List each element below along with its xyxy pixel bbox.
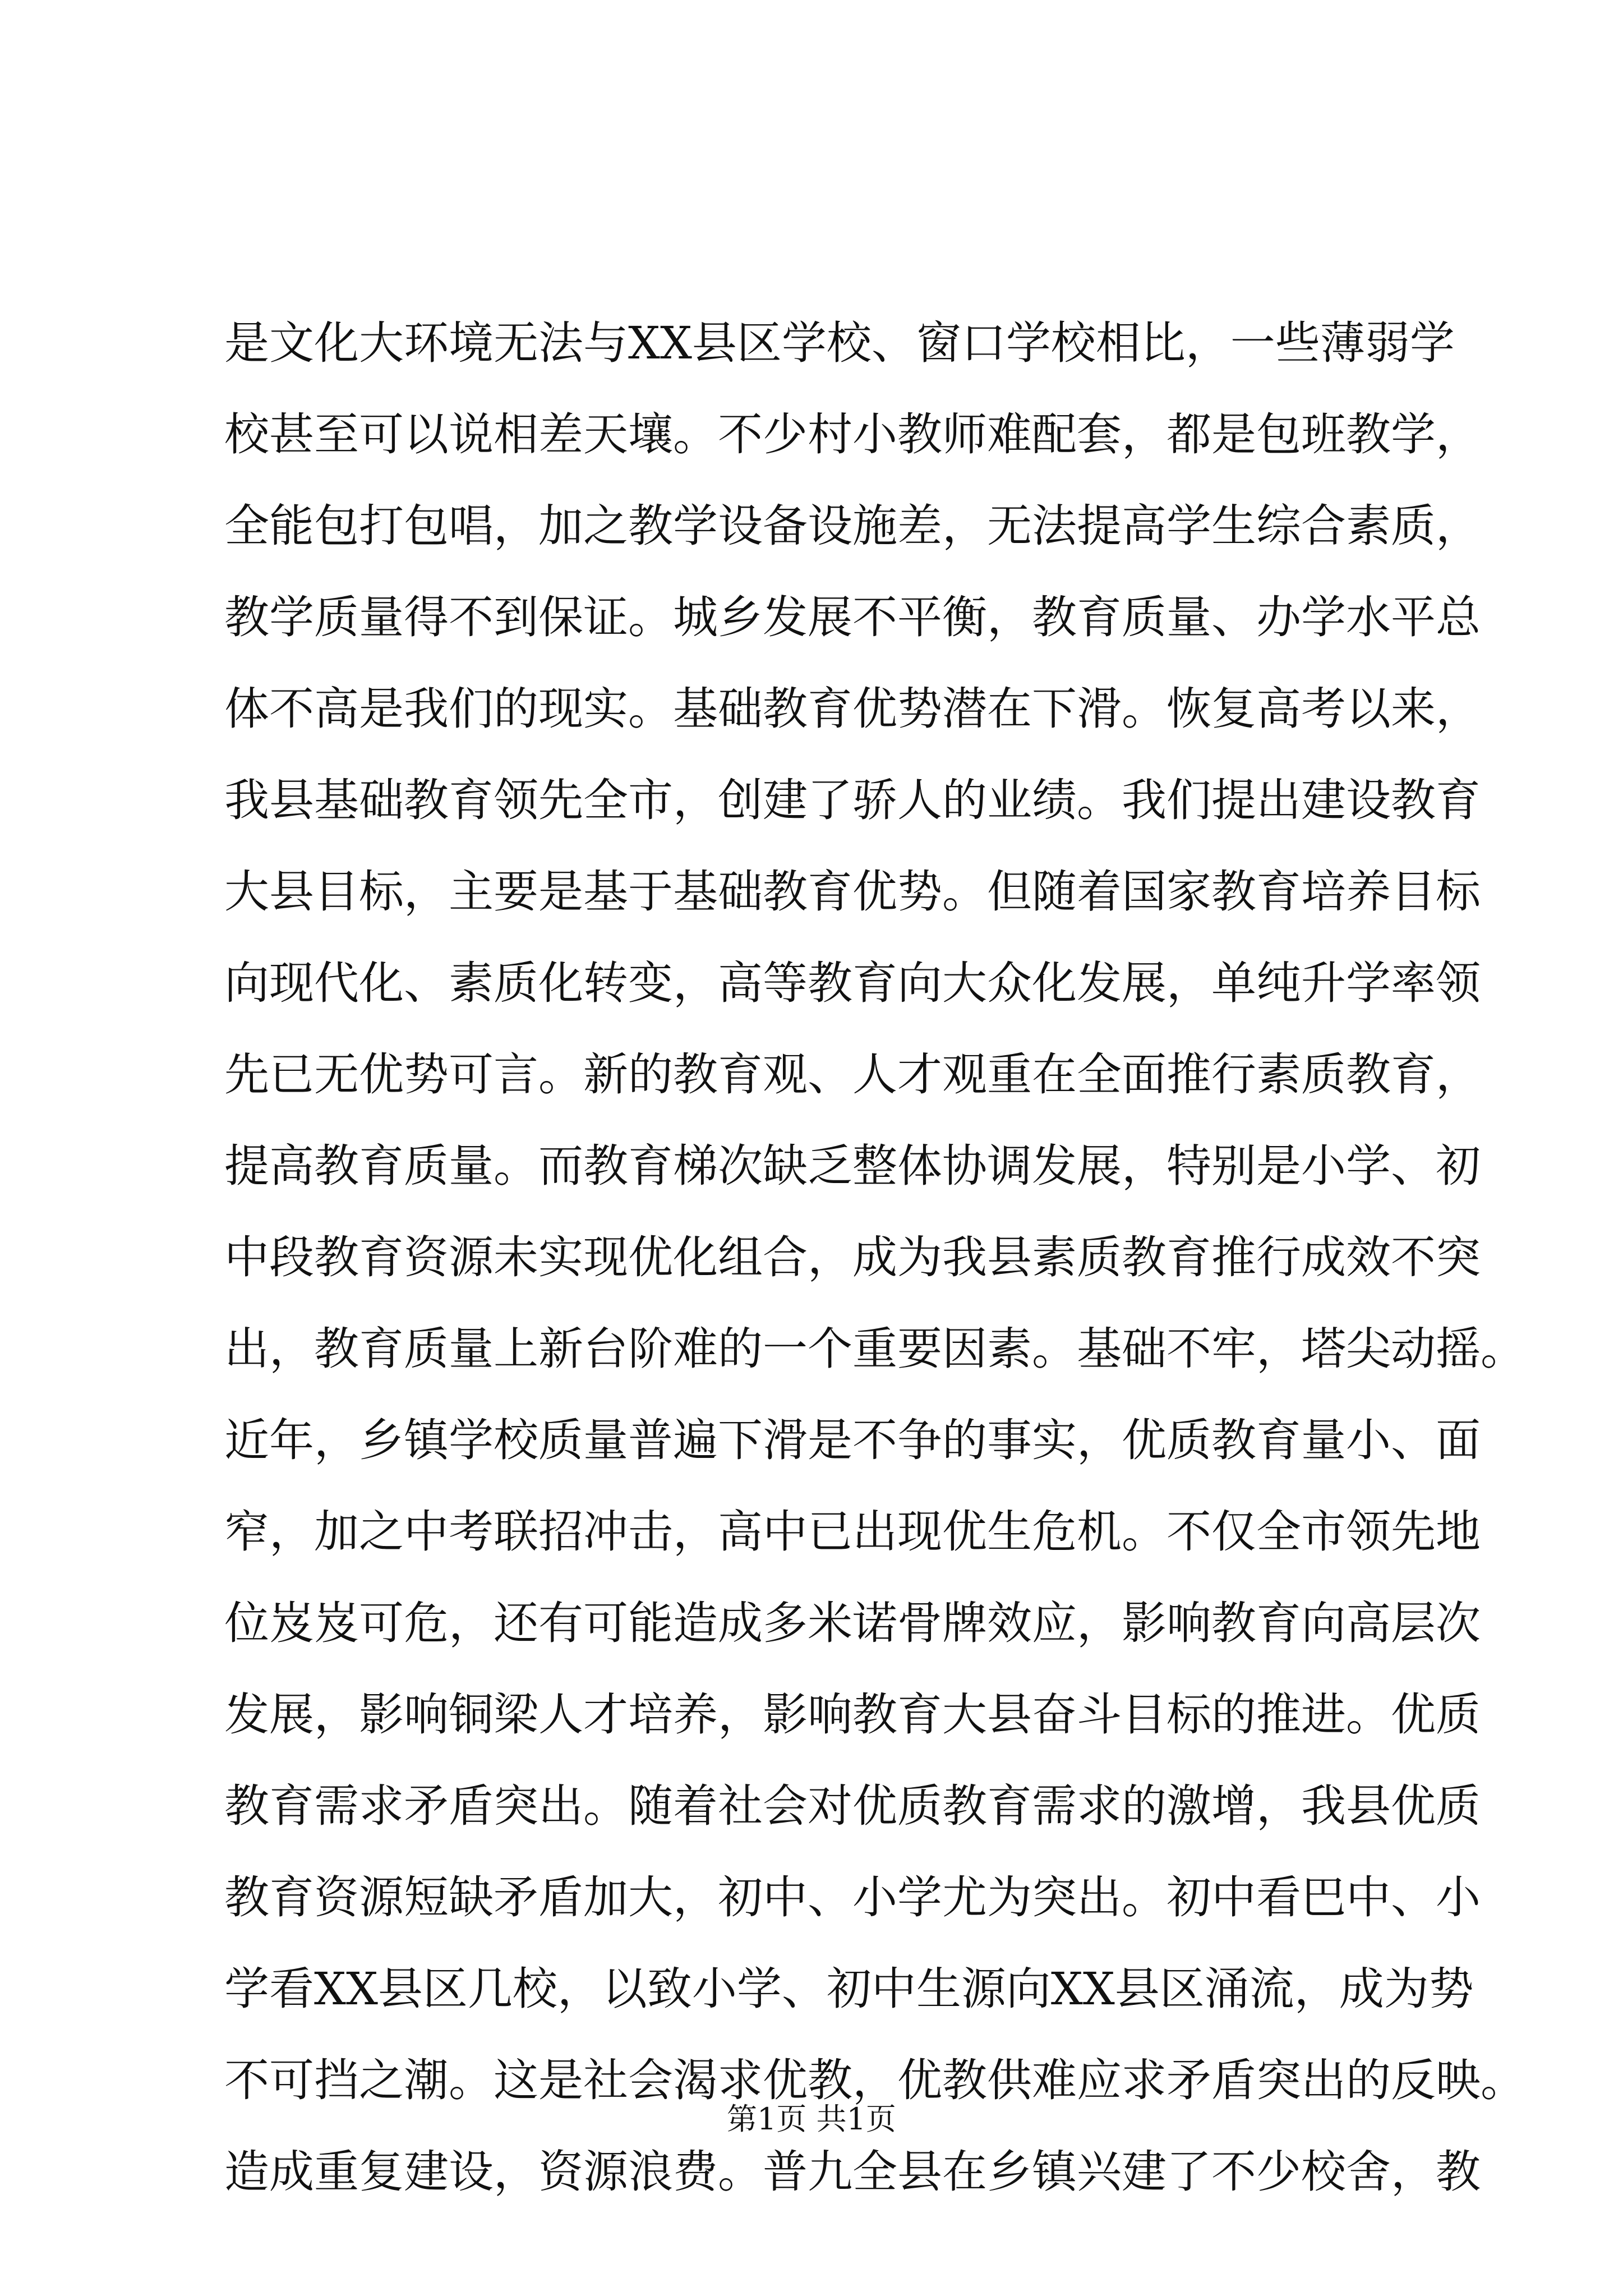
text-line: 体不高是我们的现实。基础教育优势潜在下滑。恢复高考以来， — [224, 683, 1481, 735]
text-line: 学看XX县区几校，以致小学、初中生源向XX县区涌流，成为势 — [224, 1963, 1474, 2015]
text-line: 向现代化、素质化转变，高等教育向大众化发展，单纯升学率领 — [224, 957, 1481, 1009]
text-line: 全能包打包唱，加之教学设备设施差，无法提高学生综合素质， — [224, 500, 1481, 552]
text-line: 提高教育质量。而教育梯次缺乏整体协调发展，特别是小学、初 — [224, 1140, 1481, 1192]
text-line: 我县基础教育领先全市，创建了骄人的业绩。我们提出建设教育 — [224, 774, 1481, 826]
text-line: 教育需求矛盾突出。随着社会对优质教育需求的激增，我县优质 — [224, 1780, 1481, 1832]
text-line: 出，教育质量上新台阶难的一个重要因素。基础不牢，塔尖动摇。 — [224, 1323, 1525, 1375]
text-line: 教学质量得不到保证。城乡发展不平衡，教育质量、办学水平总 — [224, 591, 1481, 643]
text-line: 造成重复建设，资源浪费。普九全县在乡镇兴建了不少校舍，教 — [224, 2146, 1481, 2198]
text-line: 校甚至可以说相差天壤。不少村小教师难配套，都是包班教学， — [224, 408, 1481, 461]
text-line: 近年，乡镇学校质量普遍下滑是不争的事实，优质教育量小、面 — [224, 1414, 1481, 1466]
text-line: 窄，加之中考联招冲击，高中已出现优生危机。不仅全市领先地 — [224, 1506, 1481, 1558]
text-line: 位岌岌可危，还有可能造成多米诺骨牌效应，影响教育向高层次 — [224, 1597, 1481, 1649]
text-line: 发展，影响铜梁人才培养，影响教育大县奋斗目标的推进。优质 — [224, 1688, 1481, 1741]
text-line: 大县目标，主要是基于基础教育优势。但随着国家教育培养目标 — [224, 866, 1481, 918]
text-line: 不可挡之潮。这是社会渴求优教，优教供难应求矛盾突出的反映。 — [224, 2054, 1525, 2106]
body-paragraph — [224, 297, 1525, 2217]
text-line: 教育资源短缺矛盾加大，初中、小学尤为突出。初中看巴中、小 — [224, 1871, 1481, 1924]
text-line: 是文化大环境无法与XX县区学校、窗口学校相比，一些薄弱学 — [224, 317, 1455, 369]
text-line: 中段教育资源未实现优化组合，成为我县素质教育推行成效不突 — [224, 1231, 1481, 1283]
page-number-footer: 第1页 共1页 — [727, 2101, 896, 2137]
text-line: 先已无优势可言。新的教育观、人才观重在全面推行素质教育， — [224, 1048, 1481, 1101]
